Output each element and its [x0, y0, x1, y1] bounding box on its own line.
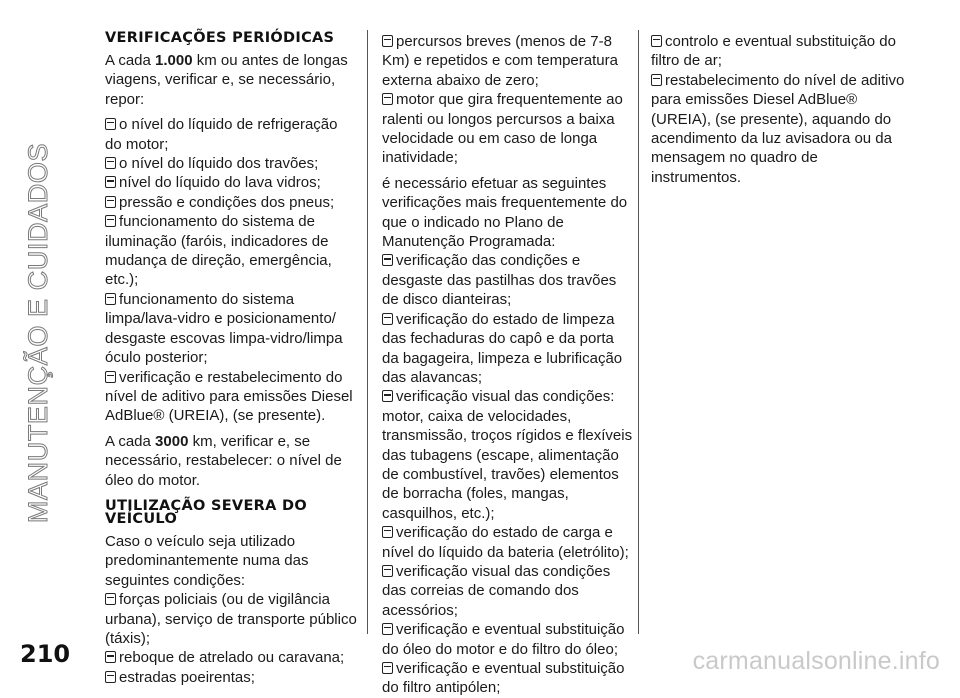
list-item: verificação e restabelecimento do nível de aditivo para emissões Diesel AdBlue® (UREIA), (se presente).	[105, 368, 353, 425]
column-3	[651, 32, 909, 187]
checkbox-bullet-icon	[382, 623, 393, 635]
page-number: 210	[20, 640, 71, 668]
checkbox-bullet-icon	[382, 662, 393, 674]
checkbox-bullet-icon	[382, 254, 393, 266]
interval-value: 1.000	[155, 52, 193, 69]
column-divider	[367, 30, 368, 634]
list-item: verificação e eventual substituição do filtro antipólen;	[382, 660, 625, 697]
checkbox-bullet-icon	[105, 371, 116, 383]
interval-value: 3000	[155, 432, 189, 450]
checkbox-bullet-icon	[105, 651, 116, 663]
checkbox-bullet-icon	[105, 196, 116, 208]
checkbox-bullet-icon	[651, 35, 662, 47]
list-item: verificação do estado de carga e nível do líquido da bateria (eletrólito);	[382, 524, 629, 561]
list-item: verificação visual das condições das correias de comando dos acessórios;	[382, 562, 611, 619]
checkbox-bullet-icon	[105, 293, 116, 305]
list-item: percursos breves (menos de 7-8 Km) e repetidos e com temperatura externa abaixo de zero;	[382, 33, 618, 89]
checkbox-bullet-icon	[105, 593, 116, 605]
column-divider	[638, 30, 639, 634]
checkbox-bullet-icon	[382, 93, 393, 105]
section-side-title: MANUTENÇÃO E CUIDADOS	[23, 142, 53, 524]
list-item: funcionamento do sistema limpa/lava-vidro e posicionamento/ desgaste escovas limpa-vidro/limpa óculo posterior;	[105, 290, 343, 367]
list-item: nível do líquido do lava vidros;	[105, 173, 357, 192]
checkbox-bullet-icon	[105, 176, 116, 188]
list-item: restabelecimento do nível de aditivo para emissões Diesel AdBlue® (UREIA), (se presente), aquando do acendimento da luz avisadora ou da mensagem no quadro de instrumentos.	[651, 71, 905, 186]
list-item: o nível do líquido de refrigeração do motor;	[105, 116, 338, 153]
section-heading: VERIFICAÇÕES PERIÓDICAS	[105, 30, 335, 46]
checkbox-bullet-icon	[382, 35, 393, 47]
column-2	[382, 32, 634, 698]
checkbox-bullet-icon	[105, 157, 116, 169]
paragraph: é necessário efetuar as seguintes verificações mais frequentemente do que o indicado no Plano de Manutenção Programada:	[382, 174, 628, 251]
list-item: reboque de atrelado ou caravana;	[105, 648, 357, 667]
list-item: pressão e condições dos pneus;	[105, 193, 357, 212]
section-heading: UTILIZAÇÃO SEVERA DO VEÍCULO	[105, 497, 307, 527]
column-1	[105, 32, 357, 687]
checkbox-bullet-icon	[382, 390, 393, 402]
list-item: forças policiais (ou de vigilância urbana), serviço de transporte público (táxis);	[105, 591, 357, 647]
list-item: motor que gira frequentemente ao ralenti ou longos percursos a baixa velocidade ou em caso de longa inatividade;	[382, 91, 623, 167]
checkbox-bullet-icon	[382, 526, 393, 538]
paragraph: Caso o veículo seja utilizado predominantemente numa das seguintes condições:	[105, 532, 309, 589]
checkbox-bullet-icon	[105, 671, 116, 683]
checkbox-bullet-icon	[105, 118, 116, 130]
paragraph: A cada 3000 km, verificar e, se necessário, restabelecer: o nível de óleo do motor.	[105, 432, 342, 489]
list-item: o nível do líquido dos travões;	[105, 154, 357, 173]
checkbox-bullet-icon	[651, 74, 662, 86]
checkbox-bullet-icon	[382, 313, 393, 325]
list-item: funcionamento do sistema de iluminação (faróis, indicadores de mudança de direção, emergência, etc.);	[105, 213, 332, 289]
checkbox-bullet-icon	[382, 565, 393, 577]
footer-watermark: carmanualsonline.info	[692, 647, 940, 675]
paragraph: A cada 1.000 km ou antes de longas viagens, verificar e, se necessário, repor:	[105, 52, 348, 108]
list-item: estradas poeirentas;	[105, 668, 357, 687]
list-item: verificação do estado de limpeza das fechaduras do capô e da porta da bagageira, limpeza e lubrificação das alavancas;	[382, 310, 623, 386]
list-item: controlo e eventual substituição do filtro de ar;	[651, 33, 896, 70]
list-item: verificação e eventual substituição do óleo do motor e do filtro do óleo;	[382, 621, 625, 658]
list-item: verificação das condições e desgaste das pastilhas dos travões de disco dianteiras;	[382, 252, 617, 309]
checkbox-bullet-icon	[105, 215, 116, 227]
list-item: verificação visual das condições: motor, caixa de velocidades, transmissão, troços rígidos e flexíveis das tubagens (escape, alimentação de combustível, travões) elementos de borracha (foles, mangas, casquilhos, etc.);	[382, 388, 633, 522]
